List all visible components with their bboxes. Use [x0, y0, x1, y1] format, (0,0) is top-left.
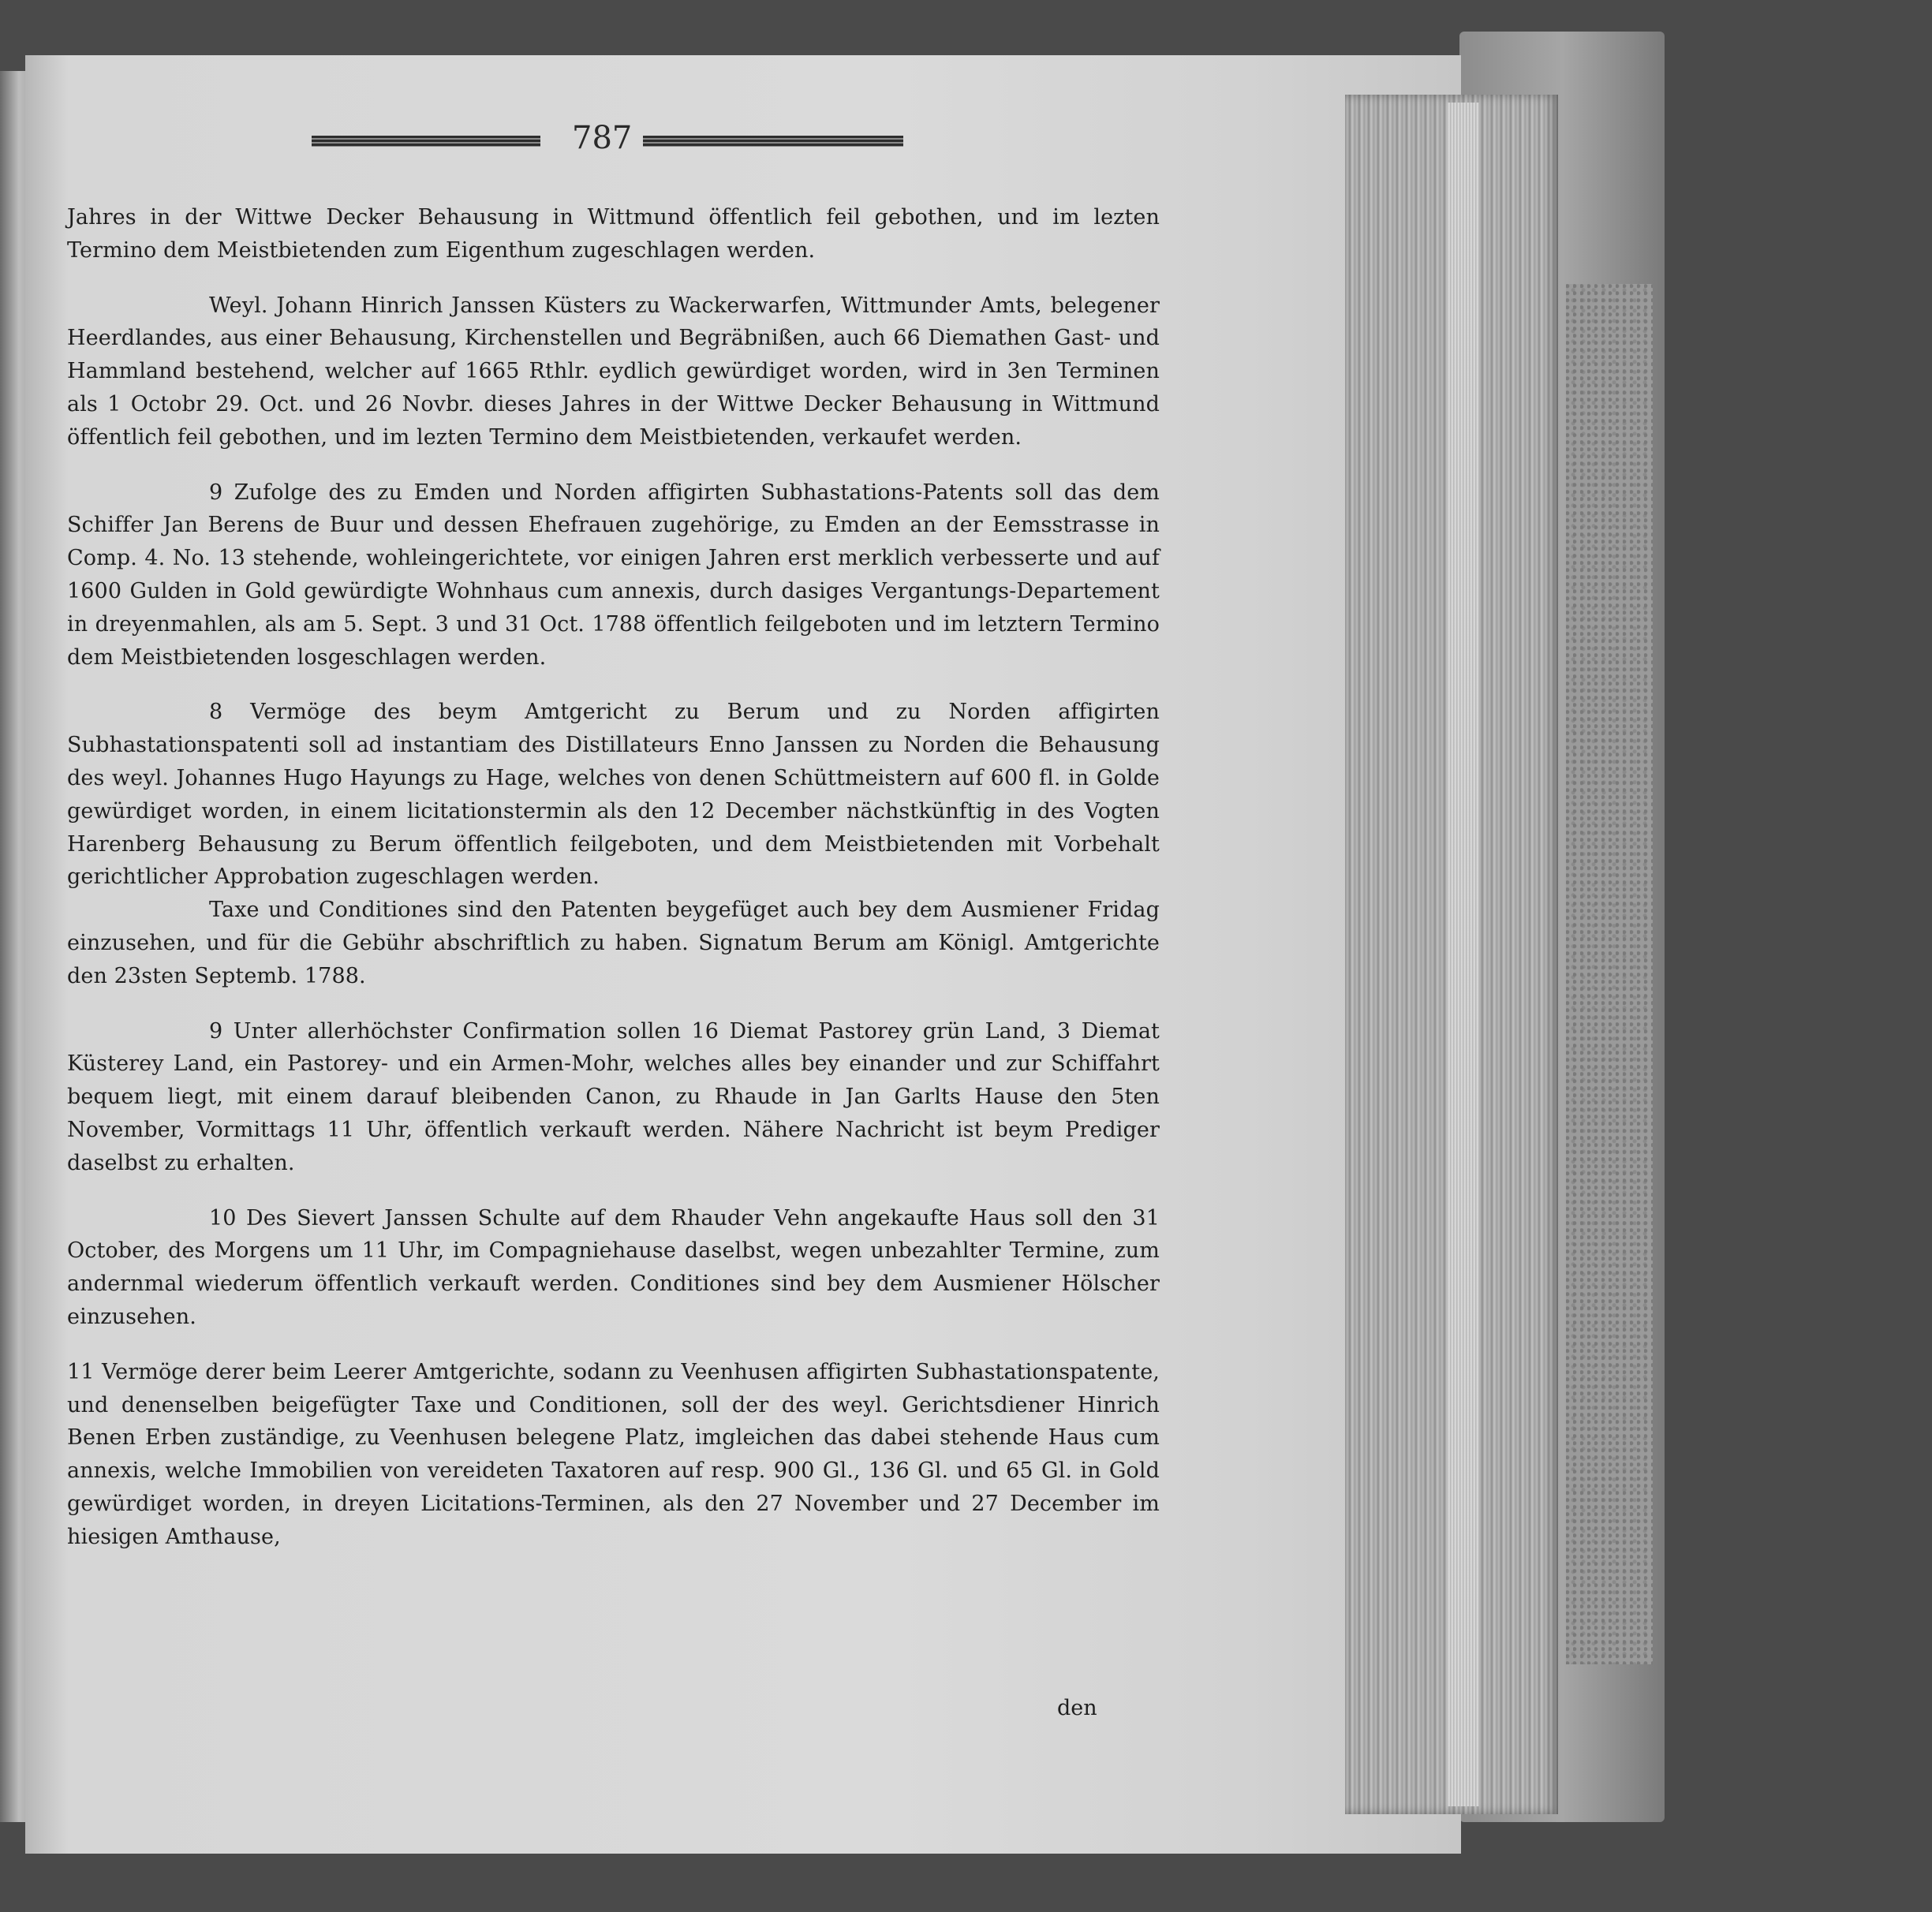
paragraph: Weyl. Johann Hinrich Janssen Küsters zu Wackerwarfen, Wittmunder Amts, belegener Heerdlandes, aus einer Behausung, Kirchenstellen und Begräbnißen, auch 66 Diemathen Gast- und Hammland bestehend, welcher auf 1665 Rthlr. eydlich gewürdiget worden, wird in 3en Terminen als 1 Octobr 29. Oct. und 26 Novbr. dieses Jahres in der Wittwe Decker Behausung in Wittmund öffentlich feil gebothen, und im lezten Termino dem Meistbietenden, verkaufet werden. — [67, 293, 1160, 450]
paragraph: 10 Des Sievert Janssen Schulte auf dem Rhauder Vehn angekaufte Haus soll den 31 October, des Morgens um 11 Uhr, im Compagniehause daselbst, wegen unbezahlter Termine, zum andernmal wiederum öffentlich verkauft werden. Conditiones sind bey dem Ausmiener Hölscher einzusehen. — [67, 1205, 1160, 1329]
header-rule-right — [643, 136, 903, 147]
catchword: den — [1057, 1696, 1097, 1720]
paragraph: 9 Unter allerhöchster Confirmation sollen 16 Diemat Pastorey grün Land, 3 Diemat Küsterey Land, ein Pastorey- und ein Armen-Mohr, welches alles bey einander und zur Schiffahrt bequem liegt, mit einem darauf bleibenden Canon, zu Rhaude in Jan Garlts Hause den 5ten November, Vormittags 11 Uhr, öffentlich verkauft werden. Nähere Nachricht ist beym Prediger daselbst zu erhalten. — [67, 1018, 1160, 1175]
paragraph: 8 Vermöge des beym Amtgericht zu Berum und zu Norden affigirten Subhastationspatenti soll ad instantiam des Distillateurs Enno Janssen zu Norden die Behausung des weyl. Johannes Hugo Hayungs zu Hage, welches von denen Schüttmeistern auf 600 fl. in Golde gewürdiget worden, in einem licitationstermin als den 12 December nächstkünftig in des Vogten Harenberg Behausung zu Berum öffentlich feilgeboten, und dem Meistbietenden mit Vorbehalt gerichtlicher Approbation zugeschlagen werden. — [67, 700, 1160, 890]
cover-texture — [1566, 284, 1653, 1664]
page-header — [312, 120, 903, 166]
header-rule-left — [312, 136, 540, 147]
page-number: 787 — [572, 120, 633, 156]
body-text — [67, 201, 1160, 1553]
paragraph: 9 Zufolge des zu Emden und Norden affigirten Subhastations-Patents soll das dem Schiffer Jan Berens de Buur und dessen Ehefrauen zugehörige, zu Emden an der Eemsstrasse in Comp. 4. No. 13 stehende, wohleingerichtete, vor einigen Jahren erst merklich verbesserte und auf 1600 Gulden in Gold gewürdigte Wohnhaus cum annexis, durch dasiges Vergantungs-Departement in dreyenmahlen, als am 5. Sept. 3 und 31 Oct. 1788 öffentlich feilgeboten und im letztern Termino dem Meistbietenden losgeschlagen werden. — [67, 480, 1160, 670]
page-block-edges-highlight — [1448, 103, 1479, 1806]
paragraph: Jahres in der Wittwe Decker Behausung in Wittmund öffentlich feil gebothen, und im lezten Termino dem Meistbietenden zum Eigenthum zugeschlagen werden. — [67, 205, 1160, 263]
paragraph: Taxe und Conditiones sind den Patenten beygefüget auch bey dem Ausmiener Fridag einzusehen, und für die Gebühr abschriftlich zu haben. Signatum Berum am Königl. Amtgerichte den 23sten Septemb. 1788. — [67, 898, 1160, 988]
paragraph: 11 Vermöge derer beim Leerer Amtgerichte, sodann zu Veenhusen affigirten Subhastationspatente, und denenselben beigefügter Taxe und Conditionen, soll der des weyl. Gerichtsdiener Hinrich Benen Erben zuständige, zu Veenhusen belegene Platz, imgleichen das dabei stehende Haus cum annexis, welche Immobilien von vereideten Taxatoren auf resp. 900 Gl., 136 Gl. und 65 Gl. in Gold gewürdiget worden, in dreyen Licitations-Terminen, als den 27 November und 27 December im hiesigen Amthause, — [67, 1359, 1160, 1549]
